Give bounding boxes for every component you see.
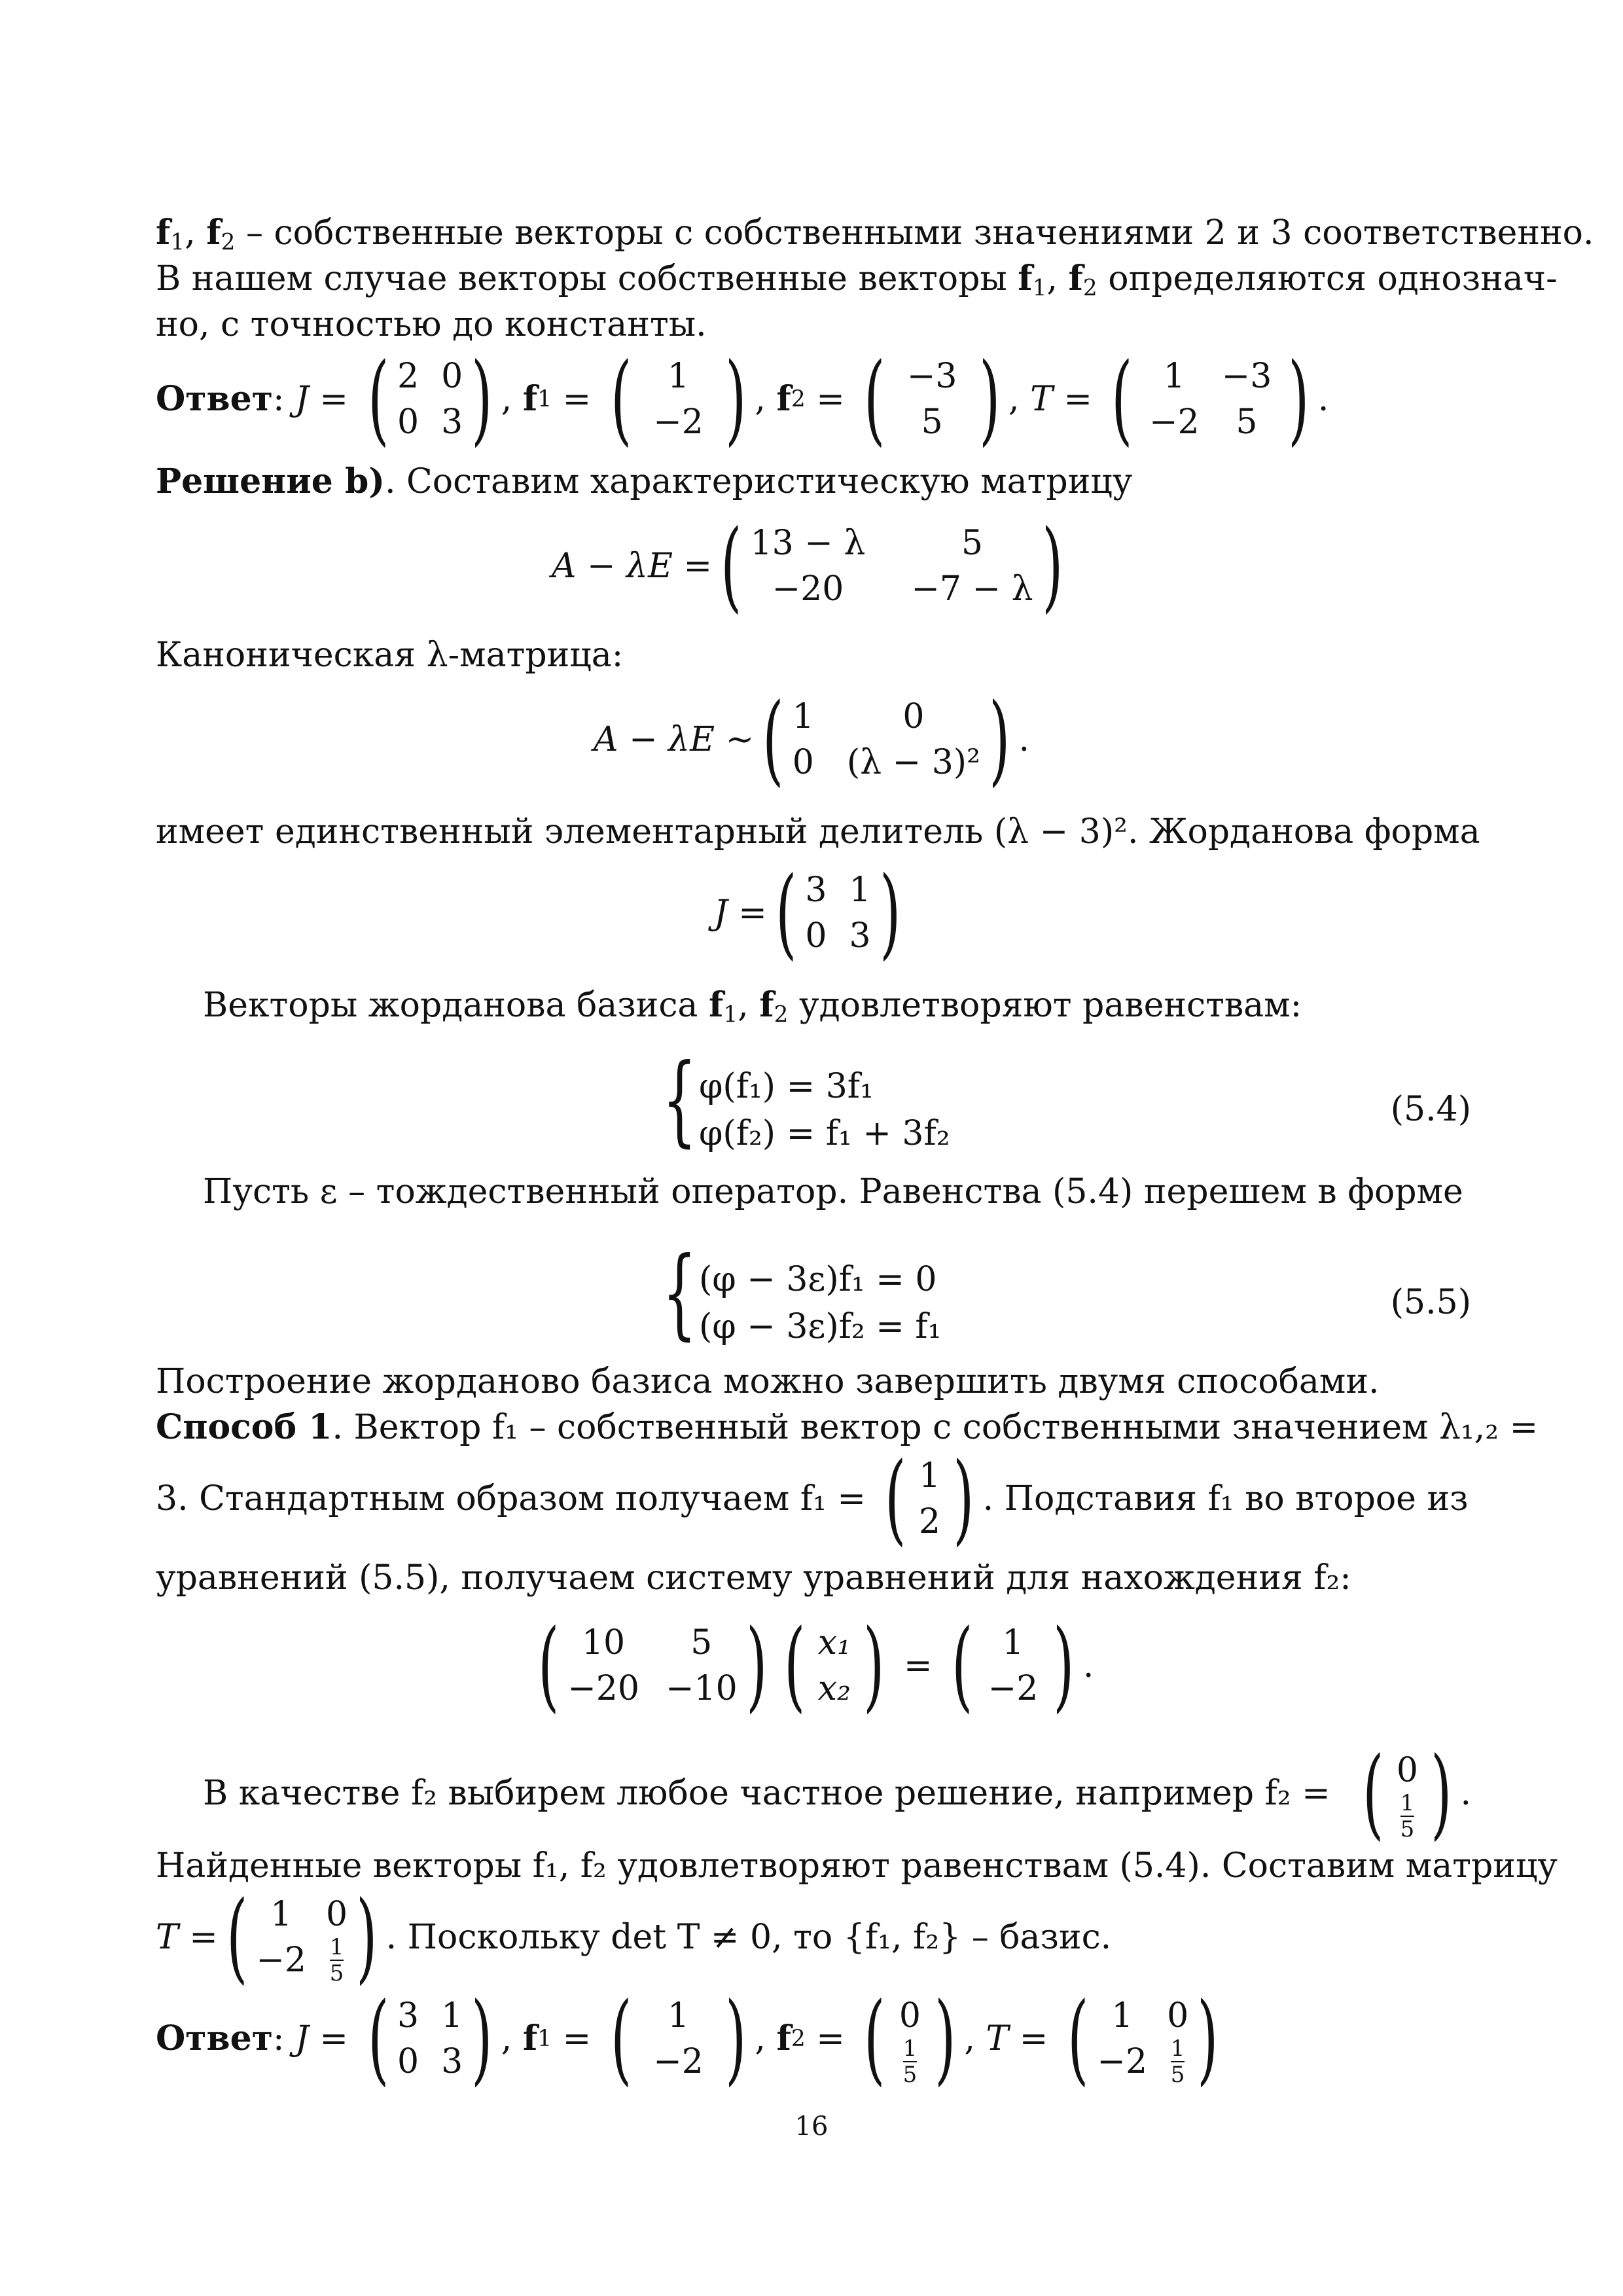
display-equation: A − λE = ( 13 − λ 5 −20 −7 − λ ) bbox=[551, 509, 1063, 623]
display-equation: A − λE ∼ ( 1 0 0 (λ − 3)² ) . bbox=[594, 683, 1029, 797]
solution-label: Решение b) bbox=[156, 461, 385, 501]
text-line: Каноническая λ-матрица: bbox=[156, 636, 624, 675]
display-equation: ( 10 5 −20 −10 ) ( x₁ x₂ ) = ( 1 −2 ) . bbox=[537, 1609, 1094, 1723]
document-page: $f_1$, $f_2$ – собственные векторы с собственными значениями 2 и 3 соответственно. В нашем случае векторы собственные векторы $f_1$, $f_2$ определяются однознач- но, с точностью до константы. Ответ : J = ( 2 0 0 3 ) , f 1 = ( 1 −2 ) , f 2 = ( −3 5 ) , T = ( 1 −3 −2 5 ) . Решение b). Составим характеристическую матрицу A − λE = ( 13 − λ 5 −20 −7 − λ ) Каноническая λ-матрица: A − λE ∼ ( 1 0 0 (λ − 3)² ) . имеет единственный элементарный делитель (λ − 3)². Жорданова форма J = ( 3 1 0 3 ) Векторы жорданова базиса $f_1$, $f_2$ удовлетворяют равенствам: { φ(f₁) = 3f₁ φ(f₂) = f₁ + 3f₂ (5.4) Пусть ε – тождественный оператор. Равенства (5.4) перешем в форме { (φ − 3ε)f₁ = 0 (φ − 3ε)f₂ = f₁ (5.5) Построение жорданово базиса можно завершить двумя способами. Способ 1. Вектор f₁ – собственный вектор с собственными значением λ₁,₂ = 3. Стандартным образом получаем f₁ = ( 1 2 ) . Подставия f₁ во второе из уравнений (5.5), получаем систему уравнений для нахождения f₂: ( 10 5 −20 −10 ) ( x₁ x₂ ) = ( 1 −2 ) . В качестве f₂ выбирем любое частное решение, например f₂ = ( 0 $\frac{1}{5}$ ) . Найденные векторы f₁, f₂ удовлетворяют равенствам (5.4). Составим матрицу T = ( 1 0 −2 $\frac{1}{5}$ ) . Поскольку det T ≠ 0, то {f₁, f₂} – базис. Ответ : J = ( 3 1 0 3 ) , f 1 = ( 1 −2 ) , f 2 = ( 0 $\frac{1}{5}$ ) , T = ( 1 0 −2 $\frac{1}{5}$ ) 16 bbox=[0, 0, 1623, 2296]
vector-f2: ( −3 5 ) bbox=[864, 342, 1000, 456]
vector-f1: ( 1 −2 ) bbox=[610, 342, 747, 456]
text-line: но, с точностью до константы. bbox=[156, 305, 707, 344]
text-line: T = ( 1 0 −2 $\frac{1}{5}$ ) . Поскольку det T ≠ 0, то {f₁, f₂} – базис. bbox=[156, 1880, 1112, 1994]
matrix-T: ( 1 −3 −2 5 ) bbox=[1111, 342, 1310, 456]
text-line: Найденные векторы f₁, f₂ удовлетворяют равенствам (5.4). Составим матрицу bbox=[156, 1846, 1558, 1886]
text-line: имеет единственный элементарный делитель (λ − 3)². Жорданова форма bbox=[156, 812, 1480, 852]
text-line: Способ 1. Вектор f₁ – собственный вектор с собственными значением λ₁,₂ = bbox=[156, 1407, 1539, 1447]
equation-number: (5.4) bbox=[1390, 1090, 1471, 1129]
method-label: Способ 1 bbox=[156, 1407, 332, 1447]
text-line: Векторы жорданова базиса $f_1$, $f_2$ удовлетворяют равенствам: bbox=[203, 985, 1302, 1028]
answer-label: Ответ bbox=[156, 2018, 273, 2058]
answer-line: Ответ : J = ( 3 1 0 3 ) , f 1 = ( 1 −2 ) , f 2 = ( 0 $\frac{1}{5}$ ) , T = ( 1 0 −2 $\frac{1}{5}$ ) bbox=[156, 1982, 1219, 2096]
text-line: В качестве f₂ выбирем любое частное решение, например f₂ = ( 0 $\frac{1}{5}$ ) . bbox=[203, 1736, 1471, 1850]
equation-number: (5.5) bbox=[1390, 1283, 1471, 1322]
matrix-J: ( 2 0 0 3 ) bbox=[367, 342, 493, 456]
text-line: уравнений (5.5), получаем систему уравнений для нахождения f₂: bbox=[156, 1558, 1351, 1598]
text-line: 3. Стандартным образом получаем f₁ = ( 1 2 ) . Подставия f₁ во второе из bbox=[156, 1442, 1469, 1556]
text-line: Пусть ε – тождественный оператор. Равенства (5.4) перешем в форме bbox=[203, 1172, 1463, 1211]
answer-line: Ответ : J = ( 2 0 0 3 ) , f 1 = ( 1 −2 ) , f 2 = ( −3 5 ) , T = ( 1 −3 −2 5 ) . bbox=[156, 342, 1329, 456]
display-equation: J = ( 3 1 0 3 ) bbox=[713, 856, 901, 970]
text-line: $f_1$, $f_2$ – собственные векторы с собственными значениями 2 и 3 соответственно. bbox=[156, 213, 1594, 256]
answer-label: Ответ bbox=[156, 379, 273, 419]
text-line: Решение b). Составим характеристическую матрицу bbox=[156, 461, 1133, 501]
text-line: В нашем случае векторы собственные векторы $f_1$, $f_2$ определяются однознач- bbox=[156, 259, 1558, 302]
page-number: 16 bbox=[794, 2111, 829, 2142]
text-line: Построение жорданово базиса можно завершить двумя способами. bbox=[156, 1362, 1380, 1401]
